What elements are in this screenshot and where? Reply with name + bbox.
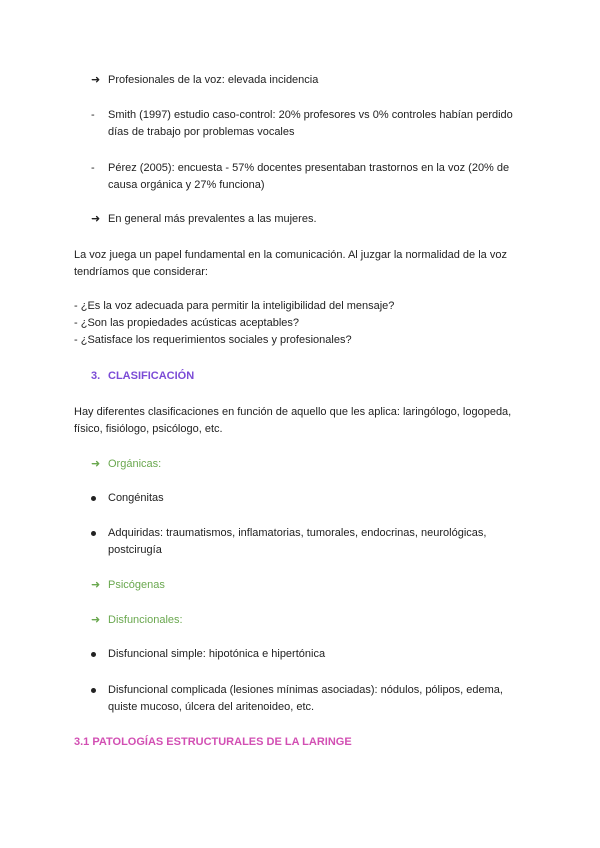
paragraph-line: físico, fisiólogo, psicólogo, etc. [74,423,223,435]
list-item: Adquiridas: traumatismos, inflamatorias, tumorales, endocrinas, neurológicas, [108,527,487,539]
category-psicogenas: Psicógenas [108,579,165,591]
section-number: 3. [91,370,101,382]
list-item-continued: quiste mucoso, úlcera del aritenoideo, etc. [108,701,315,713]
list-item: Smith (1997) estudio caso-control: 20% profesores vs 0% controles habían perdido [108,109,513,121]
paragraph-line: Hay diferentes clasificaciones en función de aquello que les aplica: laringólogo, logopeda, [74,406,512,418]
question-line: - ¿Satisface los requerimientos sociales y profesionales? [74,334,352,346]
bullet-dot-icon [91,531,96,536]
list-item: Congénitas [108,492,164,504]
question-line: - ¿Son las propiedades acústicas aceptables? [74,317,300,329]
list-item: En general más prevalentes a las mujeres. [108,213,317,225]
list-item: Disfuncional simple: hipotónica e hipertónica [108,648,326,660]
subsection-title: 3.1 PATOLOGÍAS ESTRUCTURALES DE LA LARINGE [74,736,352,748]
arrow-right-icon: ➜ [91,458,101,470]
list-item-continued: días de trabajo por problemas vocales [108,126,295,138]
paragraph-line: La voz juega un papel fundamental en la comunicación. Al juzgar la normalidad de la voz [74,249,507,261]
arrow-right-icon: ➜ [91,579,101,591]
dash-bullet: - [91,109,95,121]
list-item: Profesionales de la voz: elevada incidencia [108,74,319,86]
list-item-continued: causa orgánica y 27% funciona) [108,179,265,191]
bullet-dot-icon [91,688,96,693]
list-item: Pérez (2005): encuesta - 57% docentes presentaban trastornos en la voz (20% de [108,162,510,174]
dash-bullet: - [91,162,95,174]
category-organicas: Orgánicas: [108,458,162,470]
category-disfuncionales: Disfuncionales: [108,614,183,626]
arrow-right-icon: ➜ [91,614,101,626]
bullet-dot-icon [91,496,96,501]
arrow-right-icon: ➜ [91,213,101,225]
bullet-dot-icon [91,652,96,657]
section-title: CLASIFICACIÓN [108,370,195,382]
question-line: - ¿Es la voz adecuada para permitir la inteligibilidad del mensaje? [74,300,395,312]
arrow-right-icon: ➜ [91,74,101,86]
list-item-continued: postcirugía [108,544,162,556]
paragraph-line: tendríamos que considerar: [74,266,208,278]
list-item: Disfuncional complicada (lesiones mínimas asociadas): nódulos, pólipos, edema, [108,684,503,696]
